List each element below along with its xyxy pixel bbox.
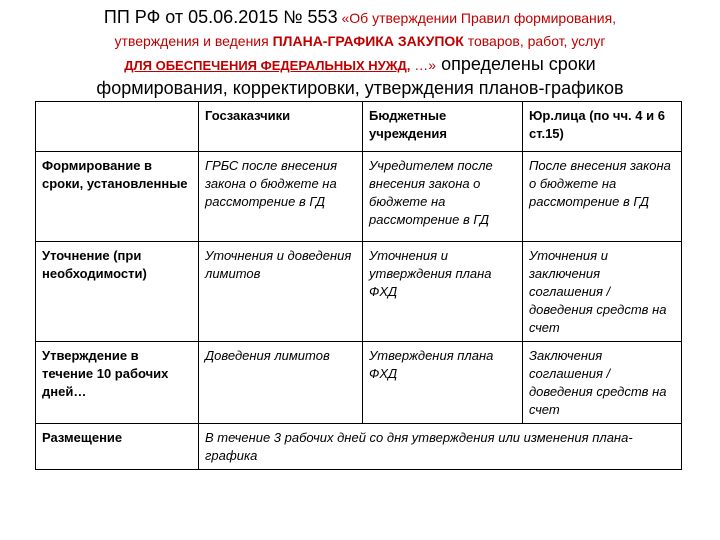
table-row	[36, 242, 682, 342]
table-row	[36, 152, 682, 242]
title-quote-start: «Об утверждении Правил формирования,	[337, 10, 617, 26]
title-line-2	[8, 30, 712, 53]
title-line-1	[8, 6, 712, 30]
deadlines-table	[35, 101, 682, 470]
row-label-clarification: Уточнение (при необходимости)	[36, 242, 199, 342]
table-cell: Учредителем после внесения закона о бюджете на рассмотрение в ГД	[363, 152, 523, 242]
table-cell: Уточнения и заключения соглашения / доведения средств на счет	[523, 242, 682, 342]
table-cell: Утверждения плана ФХД	[363, 342, 523, 424]
title-subject: формирования, корректировки, утверждения планов-графиков	[96, 78, 624, 98]
title-quote-part: утверждения и ведения	[114, 33, 273, 49]
table-cell-merged: В течение 3 рабочих дней со дня утверждения или изменения плана-графика	[199, 424, 682, 470]
table-cell: Заключения соглашения / доведения средств на счет	[523, 342, 682, 424]
title-quote-goods: товаров, работ, услуг	[463, 33, 606, 49]
title-federal-needs: ДЛЯ ОБЕСПЕЧЕНИЯ ФЕДЕРАЛЬНЫХ НУЖД,	[124, 58, 411, 73]
slide-title	[8, 6, 712, 101]
table-cell: После внесения закона о бюджете на рассмотрение в ГД	[523, 152, 682, 242]
table-row	[36, 342, 682, 424]
row-label-formation: Формирование в сроки, установленные	[36, 152, 199, 242]
header-state-customers: Госзаказчики	[199, 102, 363, 152]
table-cell: Доведения лимитов	[199, 342, 363, 424]
table-header-row	[36, 102, 682, 152]
title-plan-schedule: ПЛАНА-ГРАФИКА ЗАКУПОК	[272, 33, 464, 49]
title-line-4	[8, 77, 712, 101]
row-label-approval: Утверждение в течение 10 рабочих дней…	[36, 342, 199, 424]
header-budget-institutions: Бюджетные учреждения	[363, 102, 523, 152]
table-row	[36, 424, 682, 470]
title-quote-end: …»	[410, 57, 437, 73]
table-cell: Уточнения и утверждения плана ФХД	[363, 242, 523, 342]
header-legal-entities: Юр.лица (по чч. 4 и 6 ст.15)	[523, 102, 682, 152]
title-line-3	[8, 53, 712, 77]
row-label-placement: Размещение	[36, 424, 199, 470]
title-regulation-ref: ПП РФ от 05.06.2015 № 553	[103, 7, 338, 27]
title-defined-terms: определены сроки	[436, 54, 596, 74]
header-empty-cell	[36, 102, 199, 152]
table-cell: ГРБС после внесения закона о бюджете на рассмотрение в ГД	[199, 152, 363, 242]
table-cell: Уточнения и доведения лимитов	[199, 242, 363, 342]
